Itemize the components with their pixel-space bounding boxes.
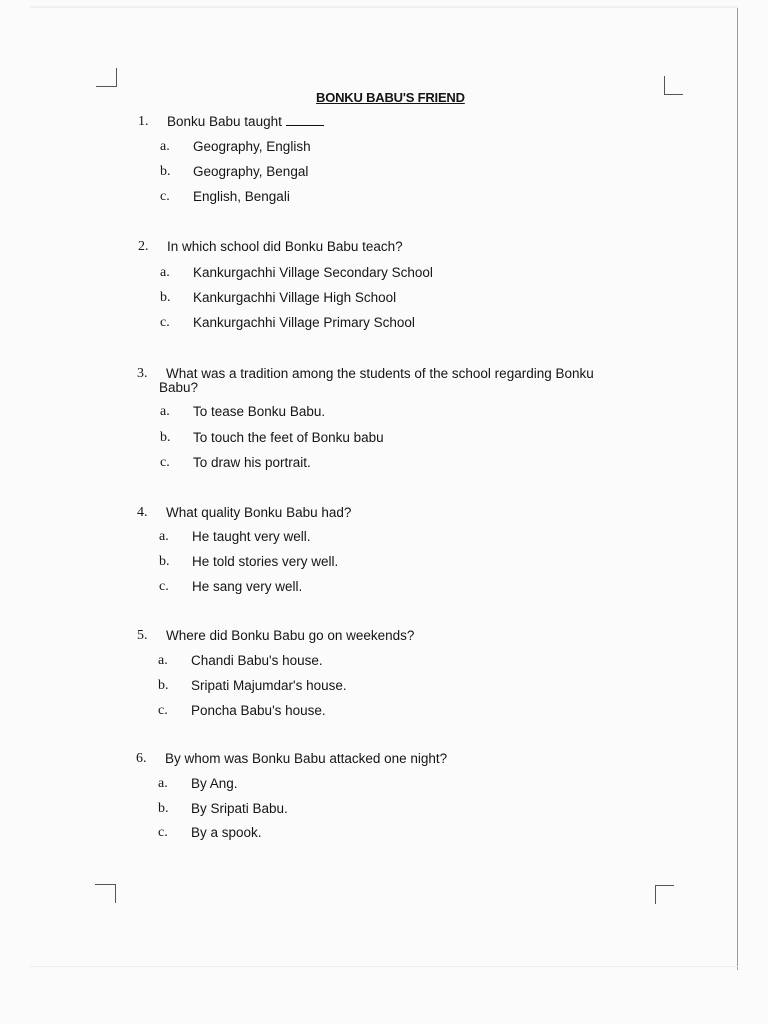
question-number: 6. — [136, 751, 147, 766]
option-text: To touch the feet of Bonku babu — [193, 430, 384, 445]
option-2b — [160, 290, 560, 306]
question-text: What quality Bonku Babu had? — [166, 505, 352, 520]
option-text: Kankurgachhi Village Secondary School — [193, 265, 433, 280]
option-text: By Ang. — [191, 776, 238, 791]
option-letter: b. — [158, 801, 169, 816]
question-number: 1. — [138, 114, 149, 129]
option-text: To tease Bonku Babu. — [193, 404, 326, 419]
option-4a — [159, 529, 559, 545]
option-letter: b. — [160, 164, 171, 179]
page-bottom-edge — [30, 966, 738, 967]
option-1b — [160, 164, 560, 180]
option-letter: c. — [159, 579, 169, 594]
question-number: 5. — [137, 628, 148, 643]
corner-mark-top-right — [664, 76, 683, 95]
option-5a — [158, 653, 558, 669]
option-text: He told stories very well. — [192, 554, 339, 569]
option-3a — [160, 404, 560, 420]
question-6 — [136, 751, 656, 767]
question-text-line-1: What was a tradition among the students of the school regarding Bonku — [166, 366, 594, 381]
question-1 — [138, 114, 658, 130]
question-text: In which school did Bonku Babu teach? — [167, 239, 403, 254]
question-2 — [138, 239, 658, 255]
corner-mark-top-left — [96, 68, 117, 87]
page-right-edge — [737, 8, 738, 970]
option-letter: c. — [158, 703, 168, 718]
option-1c — [160, 189, 560, 205]
option-text: Sripati Majumdar's house. — [191, 678, 347, 693]
option-letter: c. — [160, 315, 170, 330]
option-letter: b. — [158, 678, 169, 693]
option-text: To draw his portrait. — [193, 455, 311, 470]
option-2a — [160, 265, 560, 281]
option-text: Kankurgachhi Village High School — [193, 290, 397, 305]
option-1a — [160, 139, 560, 155]
option-text: English, Bengali — [193, 189, 290, 204]
option-letter: b. — [160, 430, 171, 445]
question-number: 4. — [137, 505, 148, 520]
question-number: 3. — [137, 366, 148, 381]
option-text: Geography, Bengal — [193, 164, 309, 179]
document-title: BONKU BABU'S FRIEND — [316, 90, 465, 105]
option-5c — [158, 703, 558, 719]
option-letter: a. — [158, 653, 168, 668]
option-letter: a. — [160, 404, 170, 419]
question-text-line-2: Babu? — [159, 380, 199, 395]
question-text: Where did Bonku Babu go on weekends? — [166, 628, 415, 643]
question-number: 2. — [138, 239, 149, 254]
option-4b — [159, 554, 559, 570]
question-5 — [137, 628, 657, 644]
option-letter: b. — [159, 554, 170, 569]
page-top-edge — [30, 6, 738, 8]
option-3c — [160, 455, 560, 471]
option-letter: a. — [160, 139, 170, 154]
option-text: He taught very well. — [192, 529, 311, 544]
option-text: Geography, English — [193, 139, 311, 154]
corner-mark-bottom-left — [95, 884, 116, 903]
option-5b — [158, 678, 558, 694]
option-6c — [158, 825, 558, 841]
option-6b — [158, 801, 558, 817]
option-text: He sang very well. — [192, 579, 303, 594]
question-3 — [137, 366, 657, 398]
option-letter: a. — [160, 265, 170, 280]
option-3b — [160, 430, 560, 446]
option-2c — [160, 315, 560, 331]
option-text: Chandi Babu's house. — [191, 653, 323, 668]
option-letter: c. — [158, 825, 168, 840]
option-letter: a. — [159, 529, 169, 544]
option-letter: b. — [160, 290, 171, 305]
option-4c — [159, 579, 559, 595]
option-letter: c. — [160, 189, 170, 204]
option-text: Kankurgachhi Village Primary School — [193, 315, 415, 330]
option-letter: c. — [160, 455, 170, 470]
corner-mark-bottom-right — [655, 885, 674, 904]
option-text: By Sripati Babu. — [191, 801, 288, 816]
option-letter: a. — [158, 776, 168, 791]
question-text: Bonku Babu taught — [167, 114, 324, 129]
option-6a — [158, 776, 558, 792]
question-text: By whom was Bonku Babu attacked one night? — [165, 751, 448, 766]
option-text: Poncha Babu's house. — [191, 703, 326, 718]
question-4 — [137, 505, 657, 521]
option-text: By a spook. — [191, 825, 262, 840]
answer-blank — [286, 125, 324, 126]
